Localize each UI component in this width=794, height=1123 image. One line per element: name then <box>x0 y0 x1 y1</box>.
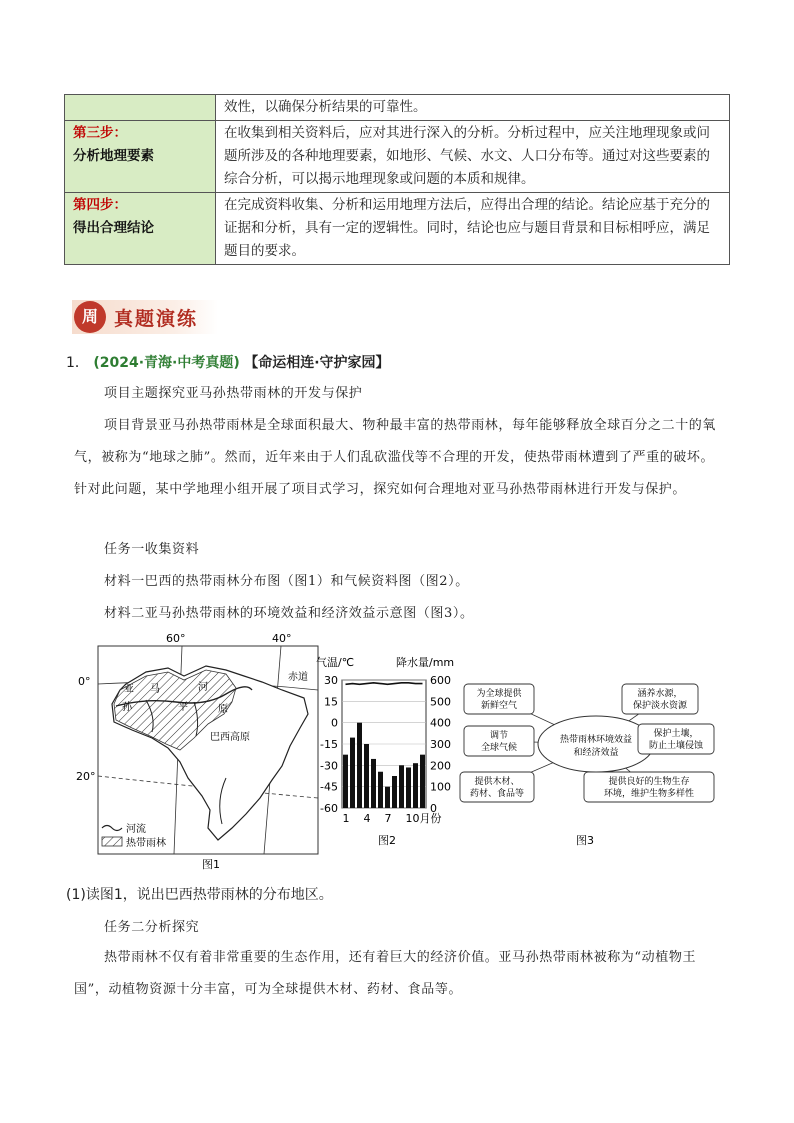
region-char: 河 <box>198 682 208 693</box>
chart-tick-right: 100 <box>430 780 451 794</box>
climate-chart <box>312 654 472 850</box>
task2-title: 任务二分析探究 <box>104 920 200 935</box>
banner-badge: 周 <box>74 301 106 333</box>
precip-bar <box>385 787 390 808</box>
region-char: 马 <box>150 684 160 695</box>
chart-tick-right: 300 <box>430 738 451 751</box>
precip-bar <box>371 759 376 808</box>
step-desc: 效性，以确保分析结果的可靠性。 <box>216 95 730 121</box>
lon-label-60: 60° <box>166 632 186 645</box>
benefit-label: 保护淡水资源 <box>632 701 688 711</box>
plateau-label: 巴西高原 <box>210 732 250 743</box>
legend-forest-label: 热带雨林 <box>126 838 166 849</box>
benefits-diagram <box>458 680 734 850</box>
chart-tick-left: -45 <box>320 780 338 794</box>
precip-bar <box>343 755 348 808</box>
banner-title: 真题演练 <box>114 308 199 330</box>
chart-tick-left: 30 <box>324 674 338 687</box>
chart-tick-left: -30 <box>320 759 338 773</box>
chart-tick-right: 0 <box>430 802 437 815</box>
material2: 材料二亚马孙热带雨林的环境效益和经济效益示意图（图3）。 <box>104 606 474 621</box>
step-label-cell <box>65 193 216 265</box>
fig1-caption: 图1 <box>202 858 220 871</box>
precip-bar <box>392 776 397 808</box>
legend-forest-symbol <box>102 837 122 846</box>
step-title: 得出合理结论 <box>73 220 154 236</box>
chart-tick-left: -15 <box>320 738 338 751</box>
chart-tick-left: 0 <box>331 716 338 730</box>
benefit-label: 防止土壤侵蚀 <box>648 741 704 751</box>
step-title: 分析地理要素 <box>73 148 154 164</box>
question-tag: 【命运相连·守护家园】 <box>244 355 390 371</box>
benefit-label: 药材、食品等 <box>469 789 525 799</box>
benefit-label: 保护土壤， <box>653 729 699 739</box>
chart-tick-right: 600 <box>430 674 451 687</box>
step-number: 第三步： <box>73 125 127 141</box>
benefit-label: 为全球提供 <box>476 689 522 699</box>
fig3-caption: 图3 <box>576 834 594 847</box>
benefit-label: 全球气候 <box>480 743 518 753</box>
legend-river-symbol <box>102 826 122 831</box>
precip-bar <box>406 767 411 808</box>
project-theme: 项目主题探究亚马孙热带雨林的开发与保护 <box>104 386 363 401</box>
center-label: 和经济效益 <box>573 748 619 758</box>
step-label-cell <box>65 95 216 121</box>
precip-bar <box>350 738 355 808</box>
step-desc: 在完成资料收集、分析和运用地理方法后，应得出合理的结论。结论应基于充分的证据和分析，具有一定的逻辑性。同时，结论也应与题目背景和目标相呼应，满足题目的要求。 <box>216 193 730 265</box>
chart-tick-x: 4 <box>363 812 371 825</box>
material1: 材料一巴西的热带雨林分布图（图1）和气候资料图（图2）。 <box>104 574 469 589</box>
benefit-label: 调节 <box>489 731 509 741</box>
chart-tick-x: 10月份 <box>405 812 442 825</box>
fig2-caption: 图2 <box>378 834 396 847</box>
precip-bar <box>357 723 362 808</box>
analysis-paragraph: 热带雨林不仅有着非常重要的生态作用，还有着巨大的经济价值。亚马孙热带雨林被称为“动植物王国”，动植物资源十分丰富，可为全球提供木材、药材、食品等。 <box>74 950 697 997</box>
chart-tick-right: 500 <box>430 695 451 709</box>
chart-tick-x: 1 <box>342 812 350 825</box>
benefit-label: 新鲜空气 <box>480 701 518 711</box>
chart-ylabel-right: 降水量/mm <box>396 656 455 669</box>
table-row <box>65 95 730 121</box>
center-label: 热带雨林环境效益 <box>559 735 633 745</box>
lon-label-40: 40° <box>272 632 292 645</box>
region-char: 原 <box>218 704 228 715</box>
precip-bar <box>413 763 418 808</box>
lat-label-0: 0° <box>78 675 91 688</box>
lat-label-20: 20° <box>76 770 96 783</box>
subquestion-1: (1)读图1，说出巴西热带雨林的分布地区。 <box>66 887 333 903</box>
chart-tick-left: 15 <box>324 695 338 709</box>
steps-table <box>64 94 730 265</box>
table-row <box>65 193 730 265</box>
region-char: 孙 <box>122 702 132 713</box>
precip-bar <box>420 755 425 808</box>
step-desc: 在收集到相关资料后，应对其进行深入的分析。分析过程中，应关注地理现象或问题所涉及的各种地理要素，如地形、气候、水文、人口分布等。通过对这些要素的综合分析，可以揭示地理现象或问题的本质和规律。 <box>216 121 730 193</box>
brazil-map-figure <box>76 628 320 874</box>
benefit-label: 涵养水源， <box>637 689 683 699</box>
table-row <box>65 121 730 193</box>
project-background: 项目背景亚马孙热带雨林是全球面积最大、物种最丰富的热带雨林，每年能够释放全球百分之二十的氧气，被称为“地球之肺”。然而，近年来由于人们乱砍滥伐等不合理的开发，使热带雨林遭到了严重的破坏。针对此问题，某中学地理小组开展了项目式学习，探究如何合理地对亚马孙热带雨林进行开发与保护。 <box>74 418 717 497</box>
question-source: (2024·青海·中考真题) <box>93 355 240 371</box>
region-char: 亚 <box>124 684 134 695</box>
step-label-cell <box>65 121 216 193</box>
chart-tick-right: 400 <box>430 716 451 730</box>
task1-title: 任务一收集资料 <box>104 542 200 557</box>
legend-river-label: 河流 <box>126 824 146 835</box>
chart-tick-left: -60 <box>320 802 338 815</box>
region-char: 平 <box>178 702 188 713</box>
precip-bar <box>378 772 383 808</box>
precip-bar <box>399 765 404 808</box>
chart-ylabel-left: 气温/℃ <box>316 656 355 669</box>
equator-label: 赤道 <box>288 672 308 683</box>
question-header <box>66 352 390 372</box>
question-number: 1． <box>66 355 89 371</box>
section-banner <box>72 300 218 334</box>
temperature-line <box>346 683 423 684</box>
benefit-label: 环境，维护生物多样性 <box>603 789 695 799</box>
chart-tick-x: 7 <box>384 812 392 825</box>
step-number: 第四步： <box>73 197 127 213</box>
benefit-label: 提供木材、 <box>474 777 520 787</box>
precip-bar <box>364 744 369 808</box>
chart-tick-right: 200 <box>430 759 451 773</box>
benefit-label: 提供良好的生物生存 <box>608 777 690 787</box>
